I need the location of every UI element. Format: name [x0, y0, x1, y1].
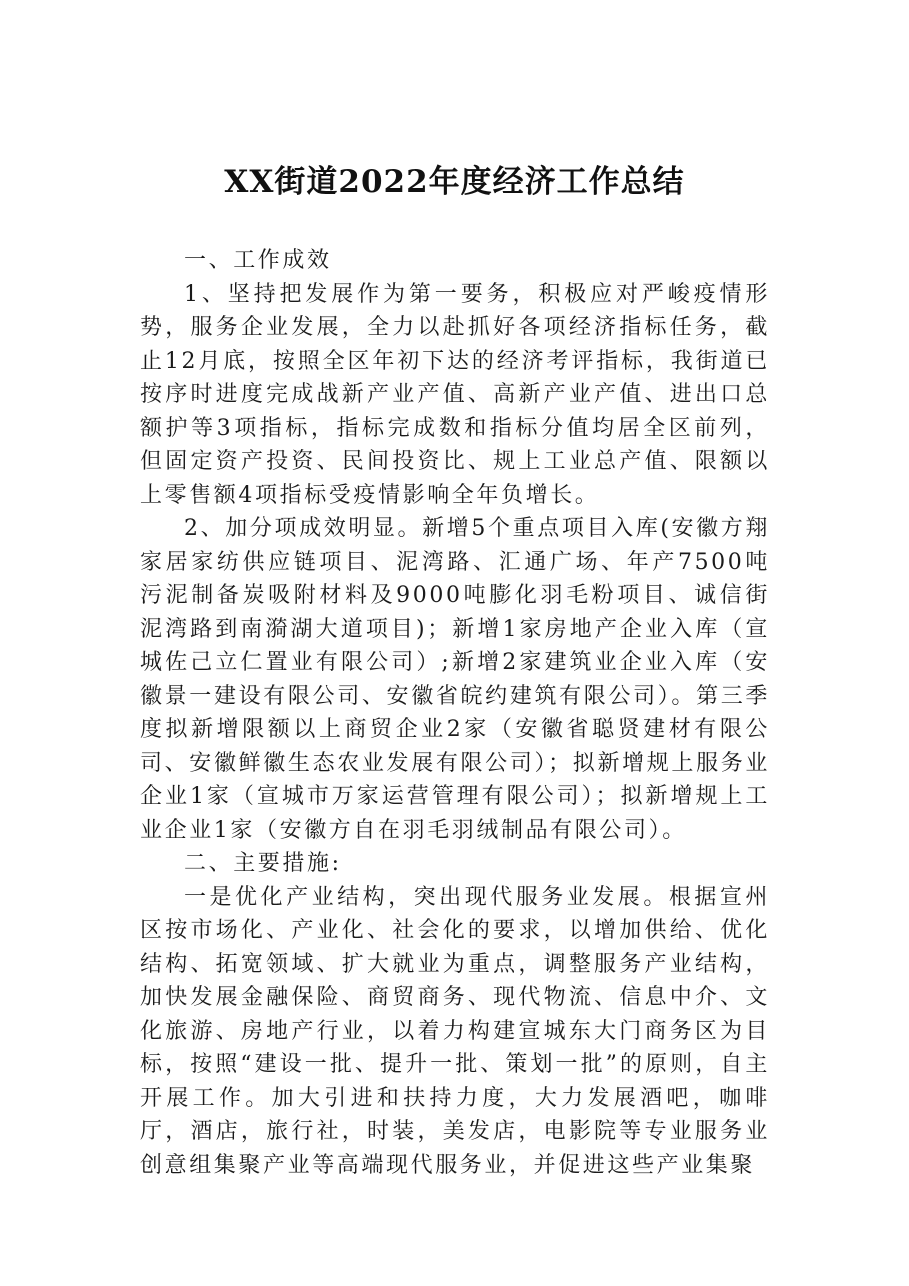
document-body [140, 244, 770, 1182]
paragraph-measure-1: 一是优化产业结构，突出现代服务业发展。根据宣州区按市场化、产业化、社会化的要求，以增加供给、优化结构、拓宽领域、扩大就业为重点，调整服务产业结构，加快发展金融保险、商贸商务、现代物流、信息中介、文化旅游、房地产行业，以着力构建宣城东大门商务区为目标，按照“建设一批、提升一批、策划一批”的原则，自主开展工作。加大引进和扶持力度，大力发展酒吧，咖啡厅，酒店，旅行社，时装，美发店，电影院等专业服务业创意组集聚产业等高端现代服务业，并促进这些产业集聚 [140, 884, 770, 1178]
paragraph-item-2: 2、加分项成效明显。新增5个重点项目入库(安徽方翔家居家纺供应链项目、泥湾路、汇通广场、年产7500吨污泥制备炭吸附材料及9000吨膨化羽毛粉项目、诚信街泥湾路到南漪湖大道项目)；新增1家房地产企业入库（宣城佐己立仁置业有限公司）;新增2家建筑业企业入库（安徽景一建设有限公司、安徽省皖约建筑有限公司）。第三季度拟新增限额以上商贸企业2家（安徽省聪贤建材有限公司、安徽鲜徽生态农业发展有限公司）；拟新增规上服务业企业1家（宣城市万家运营管理有限公司）；拟新增规上工业企业1家（安徽方自在羽毛羽绒制品有限公司）。 [140, 516, 770, 843]
section-heading-achievements: 一、工作成效 [184, 248, 332, 273]
section-heading-measures: 二、主要措施: [184, 851, 342, 876]
paragraph-item-1: 1、坚持把发展作为第一要务，积极应对严峻疫情形势，服务企业发展，全力以赴抓好各项经济指标任务，截止12月底，按照全区年初下达的经济考评指标，我街道已按序时进度完成战新产业产值、高新产业产值、进出口总额护等3项指标，指标完成数和指标分值均居全区前列，但固定资产投资、民间投资比、规上工业总产值、限额以上零售额4项指标受疫情影响全年负增长。 [140, 281, 770, 508]
document-title: XX街道2022年度经济工作总结 [224, 164, 685, 200]
